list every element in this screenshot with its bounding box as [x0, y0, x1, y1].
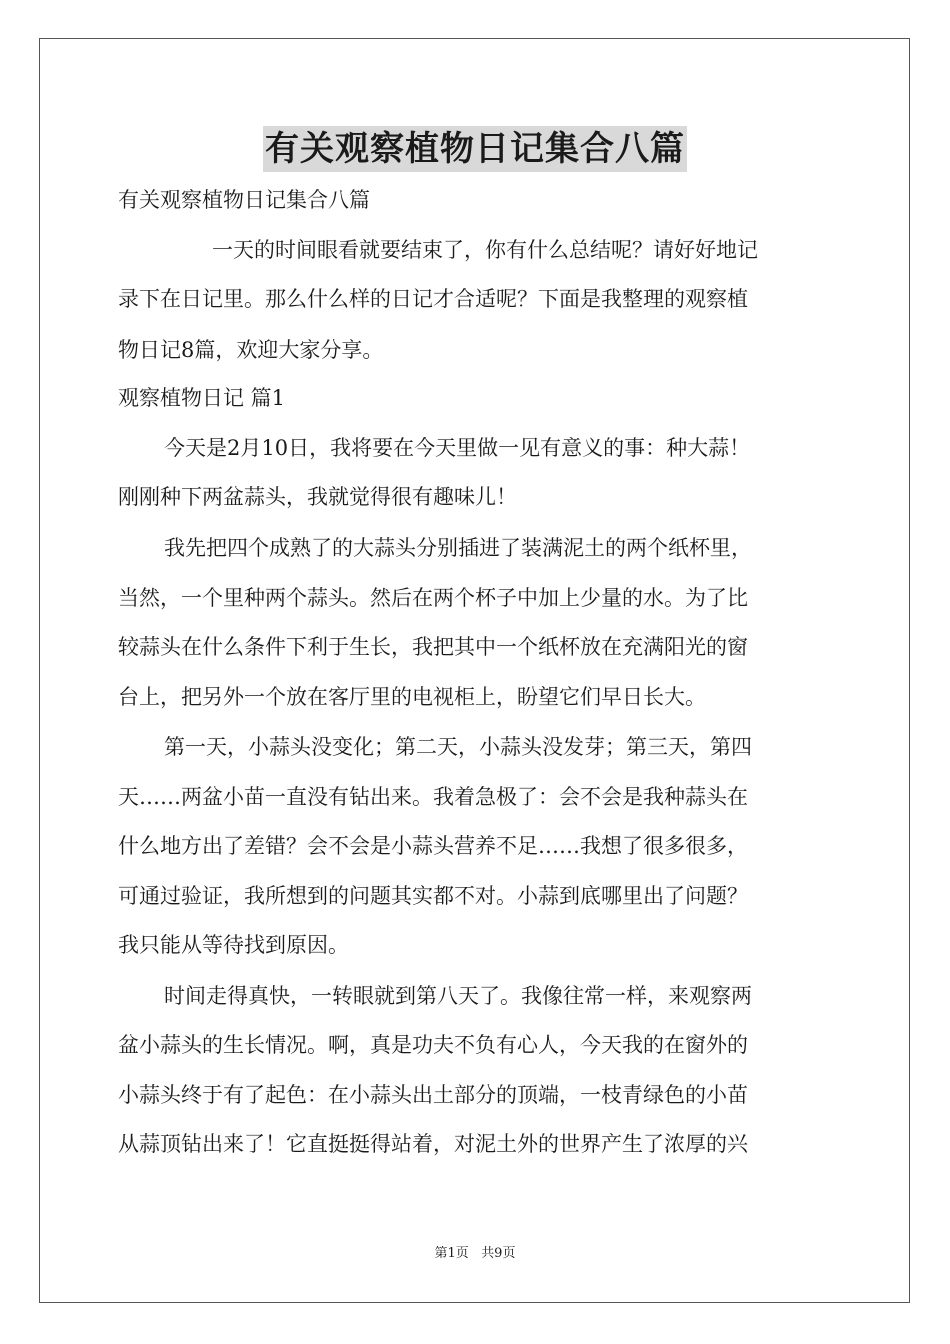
paragraph-line: 较蒜头在什么条件下利于生长，我把其中一个纸杯放在充满阳光的窗 — [118, 635, 748, 659]
paragraph-line: 可通过验证，我所想到的问题其实都不对。小蒜到底哪里出了问题？ — [118, 884, 748, 908]
paragraph-line: 从蒜顶钻出来了！它直挺挺得站着，对泥土外的世界产生了浓厚的兴 — [118, 1132, 748, 1156]
paragraph-line: 物日记8篇，欢迎大家分享。 — [118, 338, 384, 362]
paragraph-line: 什么地方出了差错？会不会是小蒜头营养不足……我想了很多很多， — [118, 834, 748, 858]
paragraph-line: 一天的时间眼看就要结束了，你有什么总结呢？请好好地记 — [212, 238, 758, 262]
paragraph-line: 今天是2月10日，我将要在今天里做一见有意义的事：种大蒜！ — [164, 436, 751, 460]
subtitle-line: 有关观察植物日记集合八篇 — [118, 188, 370, 212]
section-heading: 观察植物日记 篇1 — [118, 386, 286, 410]
paragraph-line: 第一天，小蒜头没变化；第二天，小蒜头没发芽；第三天，第四 — [164, 735, 752, 759]
paragraph-line: 我先把四个成熟了的大蒜头分别插进了装满泥土的两个纸杯里， — [164, 536, 752, 560]
page-number: 第1页 共9页 — [434, 1246, 516, 1261]
paragraph-line: 盆小蒜头的生长情况。啊，真是功夫不负有心人，今天我的在窗外的 — [118, 1033, 748, 1057]
paragraph-line: 刚刚种下两盆蒜头，我就觉得很有趣味儿！ — [118, 485, 517, 509]
page-footer — [0, 1246, 950, 1262]
paragraph-line: 时间走得真快，一转眼就到第八天了。我像往常一样，来观察两 — [164, 984, 752, 1008]
paragraph-line: 台上，把另外一个放在客厅里的电视柜上，盼望它们早日长大。 — [118, 685, 706, 709]
title-container — [0, 126, 950, 172]
page-border — [39, 38, 910, 1303]
paragraph-line: 录下在日记里。那么什么样的日记才合适呢？下面是我整理的观察植 — [118, 287, 748, 311]
paragraph-line: 小蒜头终于有了起色：在小蒜头出土部分的顶端，一枝青绿色的小苗 — [118, 1083, 748, 1107]
paragraph-line: 我只能从等待找到原因。 — [118, 933, 349, 957]
document-title: 有关观察植物日记集合八篇 — [263, 126, 687, 172]
paragraph-line: 天……两盆小苗一直没有钻出来。我着急极了：会不会是我种蒜头在 — [118, 785, 748, 809]
paragraph-line: 当然，一个里种两个蒜头。然后在两个杯子中加上少量的水。为了比 — [118, 586, 748, 610]
